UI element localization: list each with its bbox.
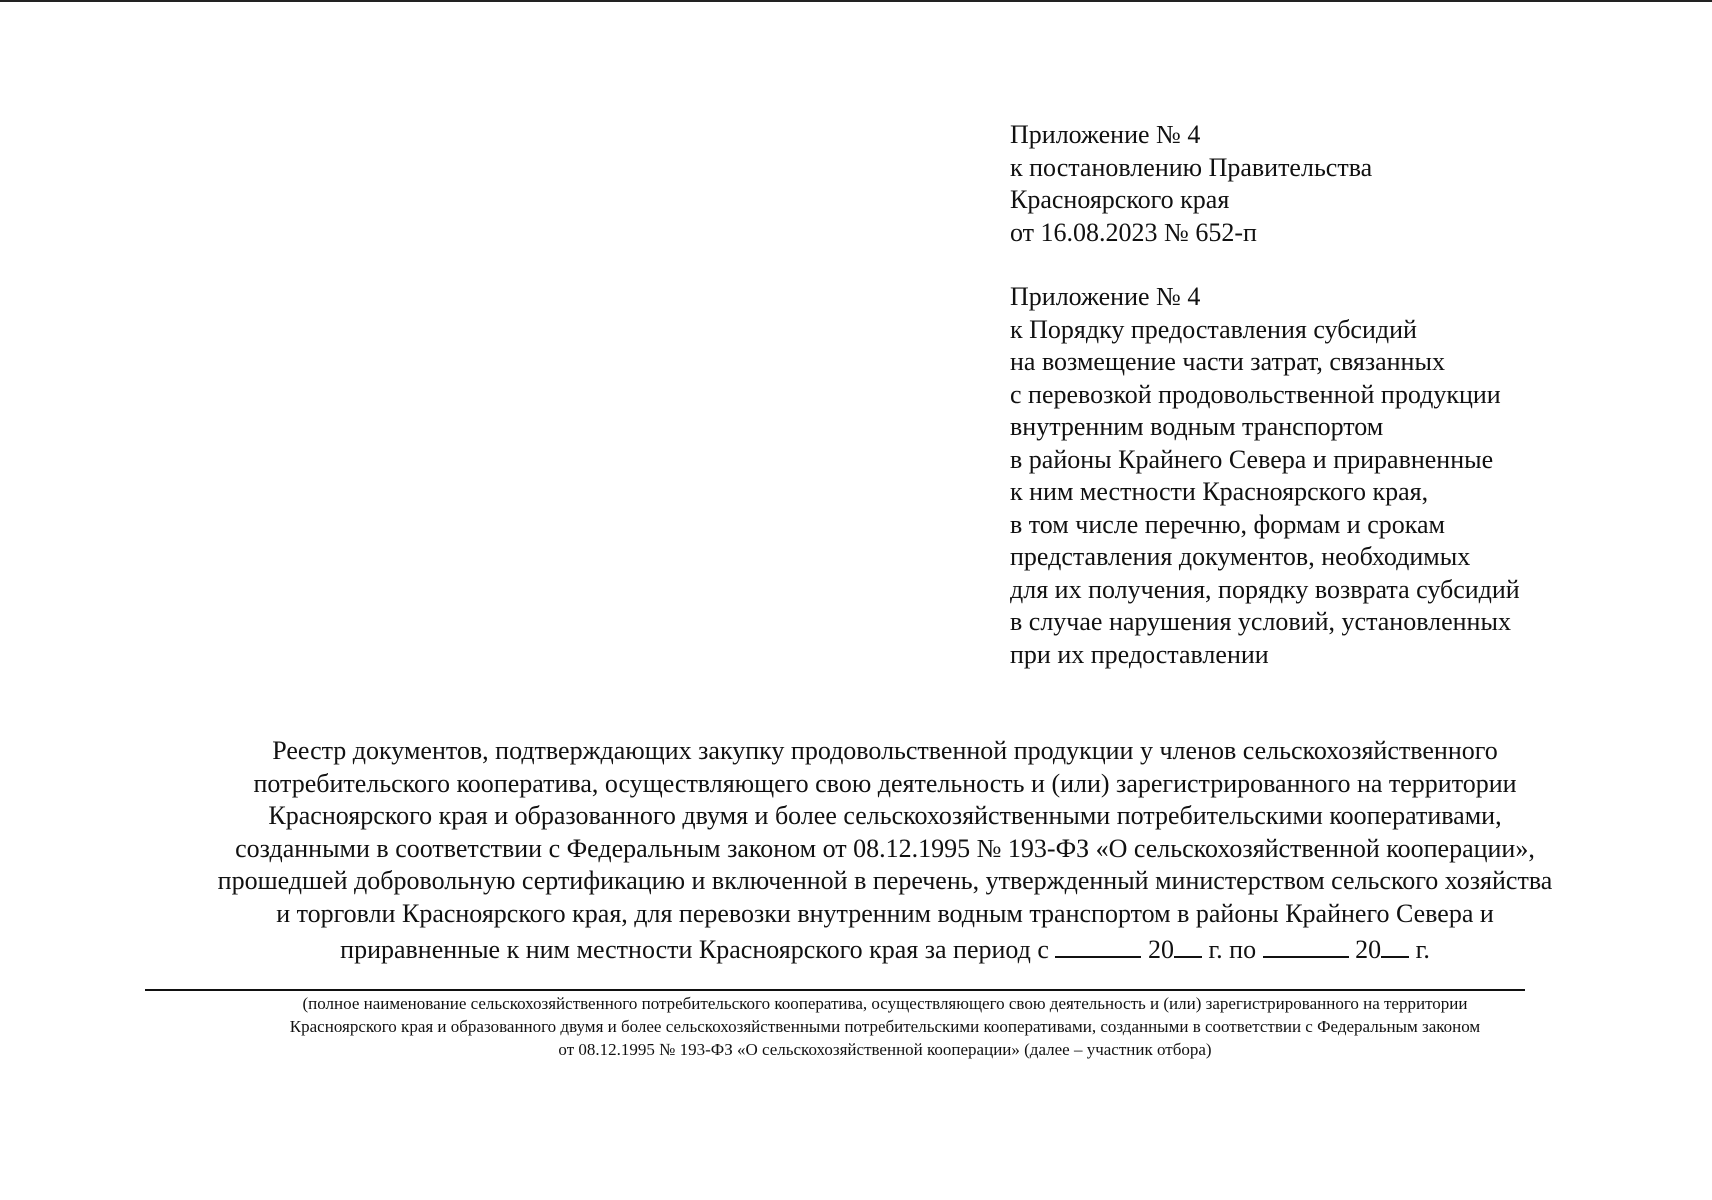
period-year-suffix: г. xyxy=(1415,935,1430,964)
registry-title-period-line xyxy=(100,930,1670,967)
appendix-header-government-resolution xyxy=(1010,119,1650,249)
period-text: приравненные к ним местности Красноярского края за период с xyxy=(340,935,1049,964)
registry-title-line: Красноярского края и образованного двумя и более сельскохозяйственными потребительскими кооперативами, xyxy=(268,801,1502,830)
period-to-text: г. по xyxy=(1208,935,1257,964)
appendix-header-line: внутренним водным транспортом xyxy=(1010,412,1384,441)
period-end-year-prefix: 20 xyxy=(1355,935,1382,964)
registry-title-line: потребительского кооператива, осуществляющего свою деятельность и (или) зарегистрированного на территории xyxy=(253,768,1517,798)
participant-name-field[interactable] xyxy=(145,989,1525,991)
appendix-header-line: при их предоставлении xyxy=(1010,639,1269,669)
appendix-header-line: Красноярского края xyxy=(1010,185,1230,214)
appendix-header-line: Приложение № 4 xyxy=(1010,282,1201,311)
appendix-header-line: для их получения, порядку возврата субсидий xyxy=(1010,574,1520,604)
registry-title xyxy=(100,735,1670,967)
period-start-date-blank[interactable] xyxy=(1055,930,1141,958)
participant-name-caption xyxy=(100,992,1670,1061)
registry-title-line: созданными в соответствии с Федеральным законом от 08.12.1995 № 193-ФЗ «О сельскохозяйственной кооперации», xyxy=(235,833,1535,863)
appendix-header-line: к Порядку предоставления субсидий xyxy=(1010,314,1417,344)
appendix-header-line: с перевозкой продовольственной продукции xyxy=(1010,379,1501,409)
period-start-year-blank[interactable] xyxy=(1174,930,1202,958)
appendix-header-subsidy-procedure xyxy=(1010,281,1650,671)
caption-line: от 08.12.1995 № 193-ФЗ «О сельскохозяйственной кооперации» (далее – участник отбора) xyxy=(558,1040,1212,1059)
period-start-year-prefix: 20 xyxy=(1147,935,1174,964)
caption-line: Красноярского края и образованного двумя и более сельскохозяйственными потребительскими кооперативами, созданными в соответствии с Федеральным законом xyxy=(289,1017,1481,1036)
page-top-edge xyxy=(0,0,1712,2)
appendix-header-line: к постановлению Правительства xyxy=(1010,152,1373,182)
period-end-date-blank[interactable] xyxy=(1263,930,1349,958)
appendix-header-line: представления документов, необходимых xyxy=(1010,542,1471,571)
appendix-header-line: на возмещение части затрат, связанных xyxy=(1010,347,1445,376)
appendix-header-line: в случае нарушения условий, установленных xyxy=(1010,607,1511,636)
registry-title-line: Реестр документов, подтверждающих закупку продовольственной продукции у членов сельскохозяйственного xyxy=(272,736,1498,765)
period-end-year-blank[interactable] xyxy=(1381,930,1409,958)
appendix-header-line: Приложение № 4 xyxy=(1010,120,1201,149)
registry-title-line: и торговли Красноярского края, для перевозки внутренним водным транспортом в районы Крайнего Севера и xyxy=(276,898,1494,928)
registry-title-line: прошедшей добровольную сертификацию и включенной в перечень, утвержденный министерством сельского хозяйства xyxy=(217,866,1553,895)
appendix-header-line: от 16.08.2023 № 652-п xyxy=(1010,217,1257,247)
appendix-header-line: в районы Крайнего Севера и приравненные xyxy=(1010,444,1494,474)
caption-line: (полное наименование сельскохозяйственного потребительского кооператива, осуществляющего свою деятельность и (или) зарегистрированного на территории xyxy=(302,994,1468,1013)
appendix-header-line: к ним местности Красноярского края, xyxy=(1010,477,1429,506)
appendix-header-line: в том числе перечню, формам и срокам xyxy=(1010,509,1445,539)
